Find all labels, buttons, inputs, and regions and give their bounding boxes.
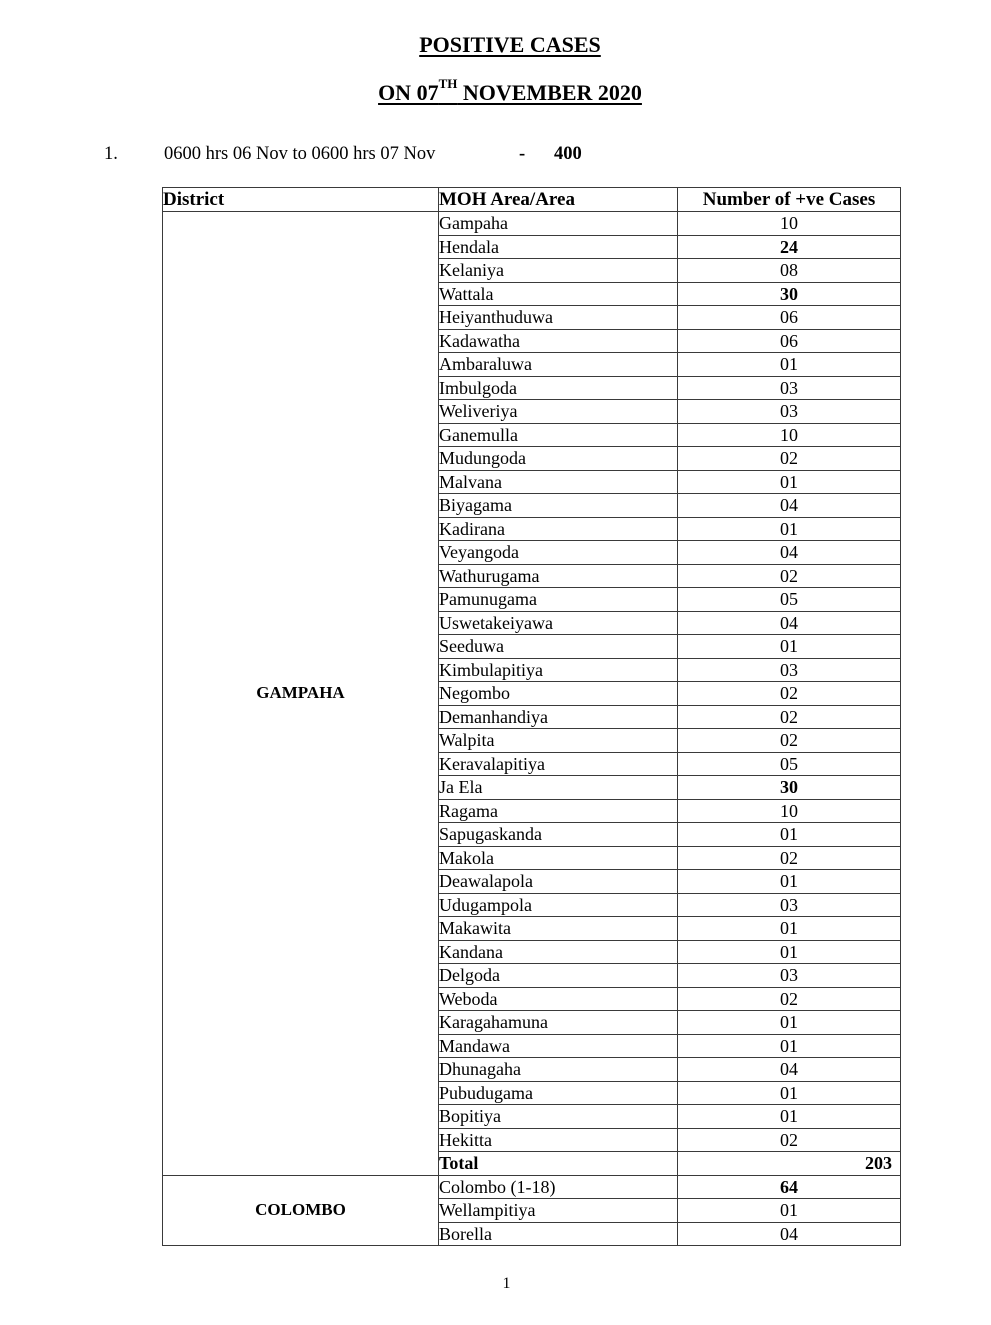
moh-area-cell: Udugampola bbox=[439, 893, 678, 917]
moh-area-cell: Dhunagaha bbox=[439, 1058, 678, 1082]
header-moh-area: MOH Area/Area bbox=[439, 188, 678, 212]
case-count-cell: 02 bbox=[678, 682, 901, 706]
summary-period: 0600 hrs 06 Nov to 0600 hrs 07 Nov bbox=[164, 144, 436, 164]
case-count-cell: 01 bbox=[678, 1011, 901, 1035]
moh-area-cell: Weboda bbox=[439, 987, 678, 1011]
cases-table bbox=[162, 187, 901, 1246]
moh-area-cell: Kimbulapitiya bbox=[439, 658, 678, 682]
moh-area-cell: Pubudugama bbox=[439, 1081, 678, 1105]
date-prefix: ON 07 bbox=[378, 80, 439, 105]
case-count-cell: 02 bbox=[678, 447, 901, 471]
case-count-cell: 01 bbox=[678, 940, 901, 964]
case-count-cell: 01 bbox=[678, 917, 901, 941]
case-count-cell: 03 bbox=[678, 400, 901, 424]
case-count-cell: 64 bbox=[678, 1175, 901, 1199]
case-count-cell: 30 bbox=[678, 282, 901, 306]
case-count-cell: 03 bbox=[678, 376, 901, 400]
table-body bbox=[163, 212, 901, 1246]
moh-area-cell: Uswetakeiyawa bbox=[439, 611, 678, 635]
moh-area-cell: Makola bbox=[439, 846, 678, 870]
header-district: District bbox=[163, 188, 439, 212]
moh-area-cell: Sapugaskanda bbox=[439, 823, 678, 847]
moh-area-cell: Makawita bbox=[439, 917, 678, 941]
date-suffix: NOVEMBER 2020 bbox=[457, 80, 642, 105]
case-count-cell: 03 bbox=[678, 893, 901, 917]
case-count-cell: 02 bbox=[678, 1128, 901, 1152]
moh-area-cell: Bopitiya bbox=[439, 1105, 678, 1129]
case-count-cell: 10 bbox=[678, 212, 901, 236]
moh-area-cell: Weliveriya bbox=[439, 400, 678, 424]
case-count-cell: 01 bbox=[678, 1034, 901, 1058]
case-count-cell: 02 bbox=[678, 564, 901, 588]
moh-area-cell: Wattala bbox=[439, 282, 678, 306]
case-count-cell: 01 bbox=[678, 823, 901, 847]
moh-area-cell: Demanhandiya bbox=[439, 705, 678, 729]
case-count-cell: 02 bbox=[678, 987, 901, 1011]
case-count-cell: 08 bbox=[678, 259, 901, 283]
page-number: 1 bbox=[502, 1275, 511, 1292]
moh-area-cell: Keravalapitiya bbox=[439, 752, 678, 776]
date-ordinal-suffix: TH bbox=[438, 76, 458, 91]
moh-area-cell: Seeduwa bbox=[439, 635, 678, 659]
moh-area-cell: Borella bbox=[439, 1222, 678, 1246]
case-count-cell: 04 bbox=[678, 541, 901, 565]
case-count-cell: 01 bbox=[678, 517, 901, 541]
case-count-cell: 01 bbox=[678, 1199, 901, 1223]
case-count-cell: 04 bbox=[678, 1058, 901, 1082]
case-count-cell: 03 bbox=[678, 964, 901, 988]
moh-area-cell: Ganemulla bbox=[439, 423, 678, 447]
moh-area-cell: Negombo bbox=[439, 682, 678, 706]
case-count-cell: 10 bbox=[678, 799, 901, 823]
moh-area-cell: Ja Ela bbox=[439, 776, 678, 800]
moh-area-cell: Colombo (1-18) bbox=[439, 1175, 678, 1199]
district-cell: COLOMBO bbox=[163, 1175, 439, 1246]
case-count-cell: 30 bbox=[678, 776, 901, 800]
district-cell: GAMPAHA bbox=[163, 212, 439, 1176]
table-row bbox=[163, 1175, 901, 1199]
total-value: 203 bbox=[678, 1152, 901, 1176]
case-count-cell: 02 bbox=[678, 846, 901, 870]
moh-area-cell: Walpita bbox=[439, 729, 678, 753]
case-count-cell: 01 bbox=[678, 353, 901, 377]
case-count-cell: 02 bbox=[678, 705, 901, 729]
moh-area-cell: Kelaniya bbox=[439, 259, 678, 283]
table-row bbox=[163, 212, 901, 236]
moh-area-cell: Pamunugama bbox=[439, 588, 678, 612]
header-case-count: Number of +ve Cases bbox=[678, 188, 901, 212]
moh-area-cell: Wellampitiya bbox=[439, 1199, 678, 1223]
moh-area-cell: Imbulgoda bbox=[439, 376, 678, 400]
case-count-cell: 05 bbox=[678, 752, 901, 776]
moh-area-cell: Ragama bbox=[439, 799, 678, 823]
case-count-cell: 01 bbox=[678, 870, 901, 894]
case-count-cell: 10 bbox=[678, 423, 901, 447]
moh-area-cell: Karagahamuna bbox=[439, 1011, 678, 1035]
document-title: POSITIVE CASES bbox=[419, 32, 601, 57]
moh-area-cell: Deawalapola bbox=[439, 870, 678, 894]
moh-area-cell: Kandana bbox=[439, 940, 678, 964]
moh-area-cell: Ambaraluwa bbox=[439, 353, 678, 377]
summary-dash: - bbox=[519, 144, 526, 164]
moh-area-cell: Mandawa bbox=[439, 1034, 678, 1058]
case-count-cell: 04 bbox=[678, 494, 901, 518]
moh-area-cell: Mudungoda bbox=[439, 447, 678, 471]
moh-area-cell: Kadawatha bbox=[439, 329, 678, 353]
case-count-cell: 01 bbox=[678, 470, 901, 494]
moh-area-cell: Delgoda bbox=[439, 964, 678, 988]
summary-item-number: 1. bbox=[104, 144, 118, 164]
case-count-cell: 06 bbox=[678, 306, 901, 330]
moh-area-cell: Biyagama bbox=[439, 494, 678, 518]
document-subtitle-date bbox=[0, 76, 991, 106]
case-count-cell: 04 bbox=[678, 1222, 901, 1246]
moh-area-cell: Hendala bbox=[439, 235, 678, 259]
summary-total-count: 400 bbox=[554, 144, 582, 164]
total-label: Total bbox=[439, 1152, 678, 1176]
table-header-row bbox=[163, 188, 901, 212]
moh-area-cell: Wathurugama bbox=[439, 564, 678, 588]
moh-area-cell: Kadirana bbox=[439, 517, 678, 541]
case-count-cell: 06 bbox=[678, 329, 901, 353]
case-count-cell: 02 bbox=[678, 729, 901, 753]
case-count-cell: 05 bbox=[678, 588, 901, 612]
case-count-cell: 03 bbox=[678, 658, 901, 682]
moh-area-cell: Heiyanthuduwa bbox=[439, 306, 678, 330]
case-count-cell: 01 bbox=[678, 1081, 901, 1105]
moh-area-cell: Gampaha bbox=[439, 212, 678, 236]
case-count-cell: 01 bbox=[678, 635, 901, 659]
case-count-cell: 04 bbox=[678, 611, 901, 635]
case-count-cell: 01 bbox=[678, 1105, 901, 1129]
moh-area-cell: Malvana bbox=[439, 470, 678, 494]
case-count-cell: 24 bbox=[678, 235, 901, 259]
moh-area-cell: Veyangoda bbox=[439, 541, 678, 565]
moh-area-cell: Hekitta bbox=[439, 1128, 678, 1152]
